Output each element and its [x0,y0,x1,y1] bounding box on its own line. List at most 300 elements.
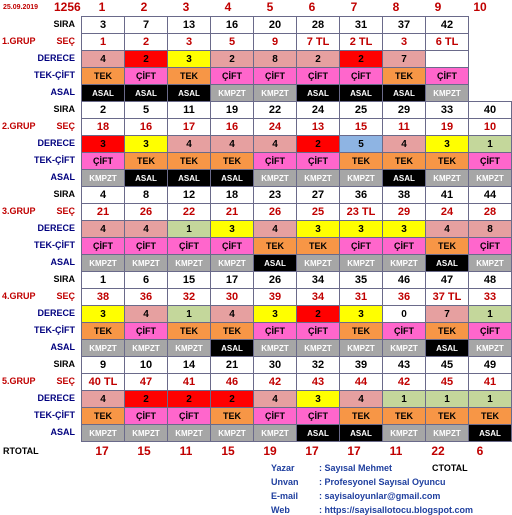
group-name: 3.GRUP [2,206,36,216]
cell-derece: 7 [383,51,426,68]
cell-asal: KMPZT [82,170,125,187]
cell-sec: 23 TL [340,204,383,221]
cell-sec: 32 [168,289,211,306]
cell-tek_cift: ÇİFT [469,153,512,170]
group-table [81,186,512,272]
cell-derece: 4 [82,221,125,238]
cell-sec: 24 [426,204,469,221]
cell-tek_cift: TEK [383,408,426,425]
row-label-text: SEÇ [56,291,75,301]
cell-sec: 26 [254,204,297,221]
cell-tek_cift: ÇİFT [168,238,211,255]
cell-sec: 2 TL [340,34,383,51]
info-key: Unvan [271,477,299,487]
cell-asal: KMPZT [426,85,469,102]
cell-asal: KMPZT [254,425,297,442]
cell-derece: 3 [254,306,297,323]
cell-derece: 2 [297,306,340,323]
column-number: 1 [98,0,106,14]
cell-asal: KMPZT [383,425,426,442]
column-number: 10 [473,0,487,14]
table-row [82,68,469,85]
cell-asal: KMPZT [340,255,383,272]
table-row [82,340,512,357]
rtotal-cell: 17 [347,443,361,458]
cell-tek_cift: ÇİFT [82,238,125,255]
column-number: 4 [224,0,232,14]
cell-sira: 40 [469,102,512,119]
cell-derece: 3 [211,221,254,238]
cell-sec: 45 [426,374,469,391]
cell-derece: 3 [297,221,340,238]
cell-derece: 1 [469,136,512,153]
table-row [82,272,512,289]
cell-tek_cift: TEK [82,68,125,85]
group-name: 5.GRUP [2,376,36,386]
cell-sira: 3 [82,17,125,34]
cell-derece: 3 [125,136,168,153]
table-row [82,102,512,119]
table-row [82,170,512,187]
cell-derece: 3 [82,136,125,153]
cell-sec: 47 [125,374,168,391]
cell-tek_cift: ÇİFT [469,238,512,255]
row-label-asal [0,169,81,186]
cell-tek_cift: TEK [211,408,254,425]
cell-derece: 3 [426,136,469,153]
cell-sira: 46 [383,272,426,289]
info-line [271,463,392,473]
row-label-derece [0,135,81,152]
cell-derece: 4 [82,391,125,408]
row-label-text: SEÇ [56,121,75,131]
cell-asal: ASAL [211,340,254,357]
cell-asal: KMPZT [383,340,426,357]
cell-derece: 1 [469,306,512,323]
row-label-tek_cift [0,237,81,254]
cell-asal: ASAL [383,170,426,187]
cell-tek_cift: ÇİFT [383,323,426,340]
cell-derece: 2 [168,391,211,408]
cell-sec: 46 [211,374,254,391]
row-label-asal [0,424,81,441]
cell-sira: 30 [254,357,297,374]
group-name: 2.GRUP [2,121,36,131]
cell-tek_cift: ÇİFT [469,323,512,340]
cell-tek_cift: ÇİFT [297,323,340,340]
table-row [82,408,512,425]
cell-tek_cift: ÇİFT [297,68,340,85]
column-number: 9 [434,0,442,14]
row-label-text: TEK-ÇİFT [34,325,75,335]
cell-sec: 21 [82,204,125,221]
cell-derece: 2 [211,51,254,68]
rtotal-cell: 19 [263,443,277,458]
info-value: : Sayısal Mehmet [319,463,393,473]
cell-derece: 4 [211,136,254,153]
cell-tek_cift: TEK [211,323,254,340]
cell-sira: 37 [383,17,426,34]
row-label-text: ASAL [50,257,75,267]
table-row [82,34,469,51]
rtotal-label: RTOTAL [3,446,39,456]
row-label-sira [0,271,81,288]
cell-sec: 24 [254,119,297,136]
table-row [82,85,469,102]
cell-sira: 45 [426,357,469,374]
cell-sira: 14 [168,357,211,374]
cell-sec: 42 [383,374,426,391]
cell-asal: ASAL [426,255,469,272]
cell-sira: 1 [82,272,125,289]
cell-tek_cift: TEK [82,408,125,425]
cell-sira: 9 [82,357,125,374]
row-label-derece [0,390,81,407]
group-name: 1.GRUP [2,36,36,46]
cell-derece: 2 [125,391,168,408]
cell-tek_cift: ÇİFT [426,68,469,85]
row-label-asal [0,84,81,101]
cell-sec: 21 [211,204,254,221]
cell-sira: 35 [340,272,383,289]
cell-derece: 8 [469,221,512,238]
table-row [82,17,469,34]
cell-sec: 42 [254,374,297,391]
column-number: 5 [266,0,274,14]
cell-sec: 26 [125,204,168,221]
cell-sira: 27 [297,187,340,204]
cell-sira: 38 [383,187,426,204]
info-key: E-mail [271,491,299,501]
cell-tek_cift: ÇİFT [211,238,254,255]
row-label-text: ASAL [50,427,75,437]
table-row [82,255,512,272]
cell-sira: 8 [125,187,168,204]
row-label-text: SIRA [53,274,75,284]
cell-sec: 5 [211,34,254,51]
row-label-text: SEÇ [56,36,75,46]
cell-derece: 5 [340,136,383,153]
rtotal-cell: 6 [476,443,484,458]
cell-sec: 41 [168,374,211,391]
cell-sira: 28 [297,17,340,34]
cell-asal: KMPZT [82,425,125,442]
info-key: Yazar [271,463,295,473]
cell-asal: ASAL [211,170,254,187]
cell-tek_cift: TEK [426,238,469,255]
cell-tek_cift: ÇİFT [211,68,254,85]
cell-derece: 4 [82,51,125,68]
cell-asal: KMPZT [82,255,125,272]
row-label-text: SEÇ [56,376,75,386]
cell-tek_cift: ÇİFT [125,238,168,255]
cell-sec: 22 [168,204,211,221]
cell-derece: 3 [383,221,426,238]
cell-sira: 12 [168,187,211,204]
cell-tek_cift: ÇİFT [254,408,297,425]
cell-derece: 4 [254,391,297,408]
table-row [82,187,512,204]
column-number: 7 [350,0,358,14]
cell-derece: 3 [297,391,340,408]
cell-sec: 41 [469,374,512,391]
cell-asal: ASAL [125,85,168,102]
cell-tek_cift: TEK [383,68,426,85]
cell-asal: KMPZT [426,425,469,442]
row-label-tek_cift [0,322,81,339]
info-value: : https://sayisallotocu.blogspot.com [319,505,474,515]
table-row [82,391,512,408]
row-label-derece [0,50,81,67]
cell-derece: 3 [168,51,211,68]
cell-derece [426,51,469,68]
cell-asal: ASAL [426,340,469,357]
rtotal-cell: 17 [305,443,319,458]
cell-tek_cift: ÇİFT [125,408,168,425]
code-label: 1256 [54,0,81,14]
cell-tek_cift: ÇİFT [125,68,168,85]
cell-sec: 17 [168,119,211,136]
cell-sira: 20 [254,17,297,34]
cell-asal: ASAL [383,85,426,102]
cell-asal: KMPZT [297,170,340,187]
cell-sira: 4 [82,187,125,204]
group-table [81,356,512,442]
row-label-sira [0,101,81,118]
cell-derece: 8 [254,51,297,68]
cell-asal: KMPZT [82,340,125,357]
rtotal-cell: 17 [95,443,109,458]
cell-sira: 24 [297,102,340,119]
cell-tek_cift: ÇİFT [254,68,297,85]
info-line [271,505,473,515]
cell-tek_cift: TEK [340,408,383,425]
cell-sec: 2 [125,34,168,51]
column-number: 3 [182,0,190,14]
table-row [82,425,512,442]
table-row [82,374,512,391]
row-label-text: ASAL [50,87,75,97]
row-label-tek_cift [0,152,81,169]
cell-sira: 2 [82,102,125,119]
table-row [82,153,512,170]
cell-sec: 36 [383,289,426,306]
cell-sec: 31 [340,289,383,306]
table-row [82,238,512,255]
cell-asal: ASAL [125,170,168,187]
cell-asal: KMPZT [426,170,469,187]
cell-tek_cift: TEK [340,323,383,340]
cell-sira: 5 [125,102,168,119]
cell-derece: 4 [426,221,469,238]
rtotal-cell: 15 [137,443,151,458]
cell-derece: 1 [426,391,469,408]
cell-tek_cift: TEK [469,408,512,425]
cell-sira: 43 [383,357,426,374]
row-label-tek_cift [0,67,81,84]
cell-sec: 37 TL [426,289,469,306]
table-row [82,204,512,221]
row-label-text: SIRA [53,189,75,199]
cell-sec: 16 [125,119,168,136]
row-label-text: TEK-ÇİFT [34,70,75,80]
row-label-derece [0,305,81,322]
info-line [271,477,446,487]
cell-sec: 30 [211,289,254,306]
cell-derece: 3 [340,221,383,238]
cell-derece: 2 [340,51,383,68]
cell-derece: 4 [383,136,426,153]
cell-asal: KMPZT [254,340,297,357]
cell-derece: 4 [254,136,297,153]
row-label-text: DERECE [37,308,75,318]
cell-derece: 4 [340,391,383,408]
row-label-text: SIRA [53,19,75,29]
cell-tek_cift: TEK [297,238,340,255]
info-line [271,491,440,501]
row-label-text: TEK-ÇİFT [34,410,75,420]
cell-sec: 25 [297,204,340,221]
table-row [82,221,512,238]
cell-tek_cift: TEK [125,153,168,170]
cell-sec: 38 [82,289,125,306]
cell-asal: ASAL [168,85,211,102]
cell-derece: 1 [383,391,426,408]
cell-asal: KMPZT [297,340,340,357]
cell-tek_cift: TEK [168,323,211,340]
cell-derece: 1 [469,391,512,408]
cell-sira: 15 [168,272,211,289]
table-row [82,323,512,340]
cell-tek_cift: TEK [426,323,469,340]
cell-derece: 4 [125,221,168,238]
row-label-text: SEÇ [56,206,75,216]
cell-sira: 22 [254,102,297,119]
cell-asal: KMPZT [469,255,512,272]
cell-asal: KMPZT [125,255,168,272]
cell-derece: 2 [297,136,340,153]
rtotal-cell: 15 [221,443,235,458]
cell-tek_cift: ÇİFT [340,238,383,255]
cell-sira: 49 [469,357,512,374]
row-label-asal [0,254,81,271]
cell-tek_cift: TEK [426,408,469,425]
cell-tek_cift: TEK [211,153,254,170]
cell-derece: 0 [383,306,426,323]
row-label-text: SIRA [53,104,75,114]
cell-sec: 16 [211,119,254,136]
cell-derece: 2 [297,51,340,68]
row-label-text: DERECE [37,393,75,403]
cell-sira: 11 [168,102,211,119]
cell-asal: KMPZT [168,425,211,442]
cell-sira: 19 [211,102,254,119]
row-label-text: ASAL [50,342,75,352]
cell-sec: 7 TL [297,34,340,51]
cell-derece: 3 [340,306,383,323]
cell-tek_cift: ÇİFT [340,68,383,85]
info-value: : sayisaloyunlar@gmail.com [319,491,441,501]
cell-sira: 34 [297,272,340,289]
cell-sec: 13 [297,119,340,136]
cell-sira: 36 [340,187,383,204]
cell-asal: ASAL [254,255,297,272]
cell-sira: 39 [340,357,383,374]
cell-sira: 47 [426,272,469,289]
cell-sec: 39 [254,289,297,306]
cell-derece: 2 [211,391,254,408]
cell-derece: 1 [168,306,211,323]
cell-sec: 3 [168,34,211,51]
cell-sec: 33 [469,289,512,306]
cell-sira: 25 [340,102,383,119]
row-label-tek_cift [0,407,81,424]
cell-derece: 4 [254,221,297,238]
group-table [81,16,469,102]
row-label-text: DERECE [37,53,75,63]
table-row [81,443,501,459]
cell-tek_cift: TEK [383,153,426,170]
cell-sira: 18 [211,187,254,204]
cell-sec: 11 [383,119,426,136]
column-number: 2 [140,0,148,14]
cell-sira: 10 [125,357,168,374]
rtotal-cell: 11 [389,443,403,458]
cell-asal: ASAL [340,425,383,442]
cell-asal: KMPZT [168,340,211,357]
cell-sira: 16 [211,17,254,34]
row-label-text: SIRA [53,359,75,369]
cell-asal: KMPZT [211,255,254,272]
table-row [82,357,512,374]
cell-tek_cift: ÇİFT [254,153,297,170]
cell-tek_cift: TEK [168,68,211,85]
cell-asal: KMPZT [469,340,512,357]
cell-asal: KMPZT [125,340,168,357]
cell-derece: 4 [211,306,254,323]
date-label: 25.09.2019 [3,4,39,11]
table-row [82,119,512,136]
row-label-text: DERECE [37,223,75,233]
row-label-text: DERECE [37,138,75,148]
cell-tek_cift: TEK [426,153,469,170]
cell-sec: 9 [254,34,297,51]
cell-sira: 48 [469,272,512,289]
row-label-sira [0,186,81,203]
info-key: Web [271,505,290,515]
row-label-derece [0,220,81,237]
ctotal-label: CTOTAL [432,463,468,473]
cell-sec: 19 [426,119,469,136]
cell-sira: 17 [211,272,254,289]
cell-tek_cift: TEK [82,323,125,340]
cell-derece: 7 [426,306,469,323]
cell-sira: 7 [125,17,168,34]
cell-sec: 15 [340,119,383,136]
cell-tek_cift: ÇİFT [297,153,340,170]
column-number: 6 [308,0,316,14]
cell-sira: 13 [168,17,211,34]
cell-sec: 36 [125,289,168,306]
cell-asal: KMPZT [340,340,383,357]
cell-sec: 3 [383,34,426,51]
row-label-sira [0,16,81,33]
cell-tek_cift: ÇİFT [82,153,125,170]
cell-sira: 44 [469,187,512,204]
cell-asal: ASAL [82,85,125,102]
cell-asal: KMPZT [383,255,426,272]
cell-derece: 3 [82,306,125,323]
